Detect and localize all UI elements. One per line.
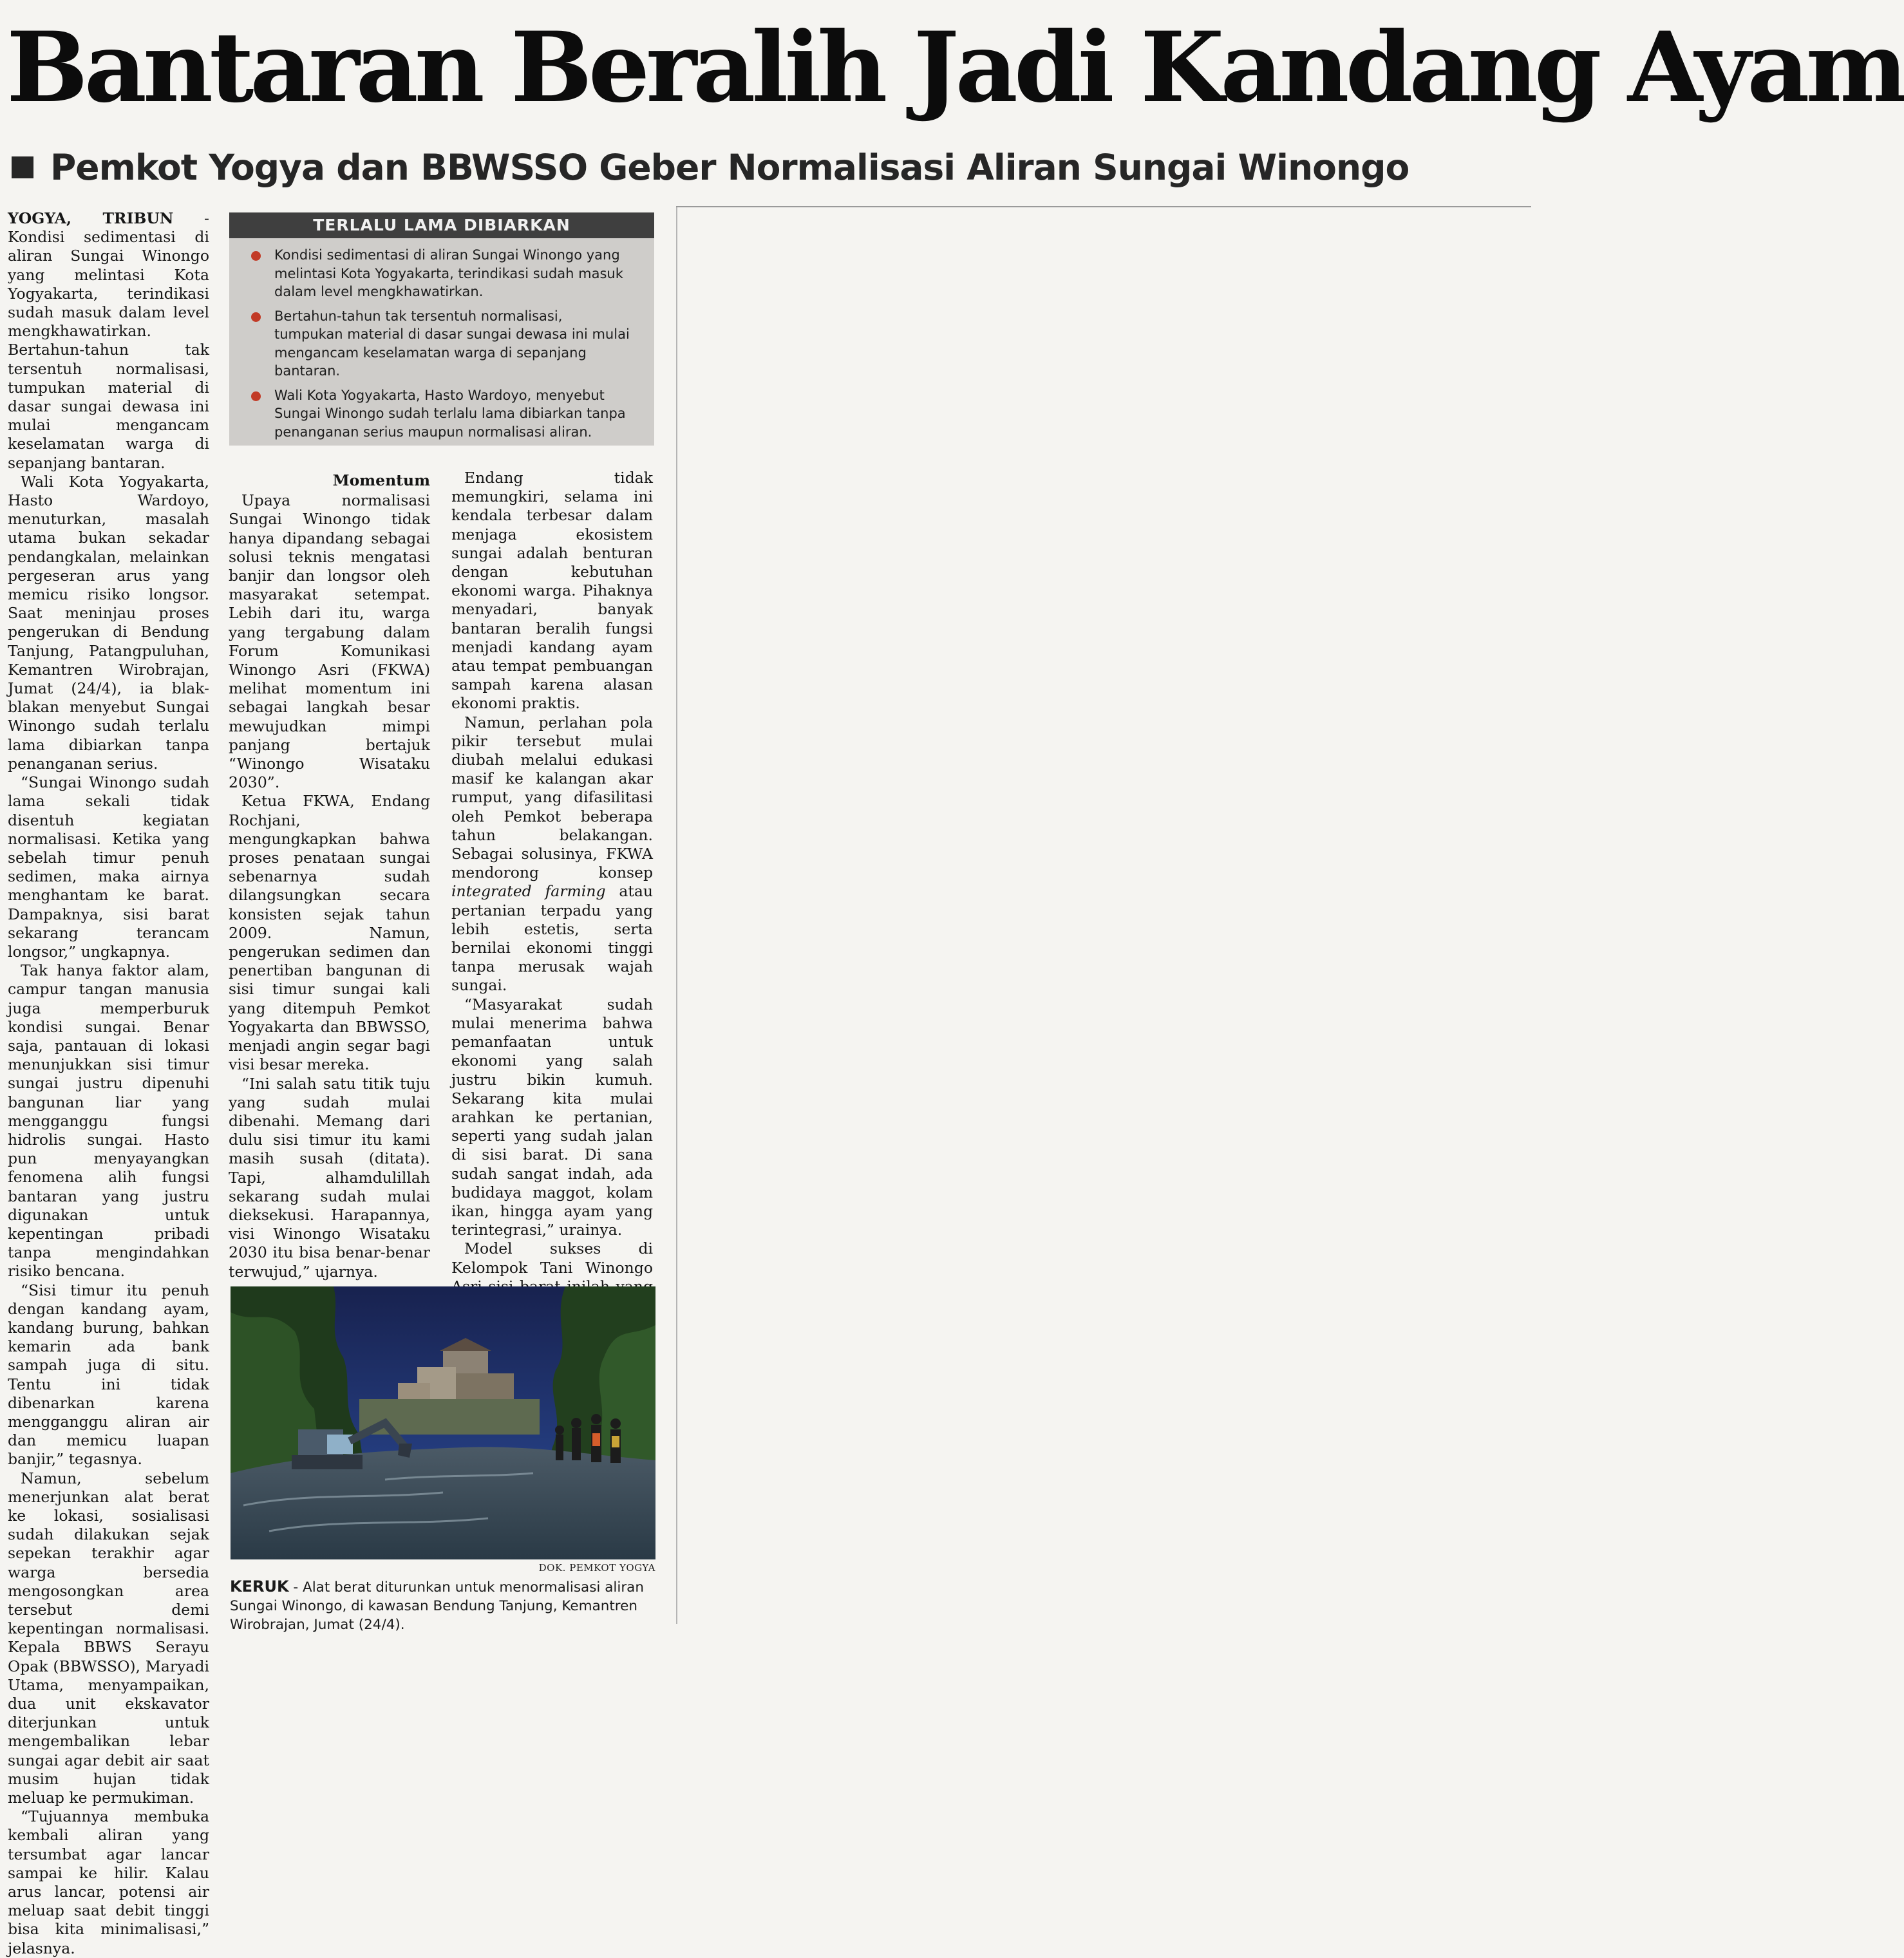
factbox-list	[229, 238, 654, 441]
article-paragraph: YOGYA, TRIBUN - Kondisi sedimentasi di aliran Sungai Winongo yang melintasi Kota Yogyakarta, terindikasi sudah masuk dalam level mengkhawatirkan. Bertahun-tahun tak tersentuh normalisasi, tumpukan material di dasar sungai dewasa ini mulai mengancam keselamatan warga di sepanjang bantaran.	[8, 209, 209, 472]
headline: Bantaran Beralih Jadi Kandang Ayam	[6, 11, 1904, 124]
factbox-item: Bertahun-tahun tak tersentuh normalisasi, tumpukan material di dasar sungai dewasa ini mulai mengancam keselamatan warga di sepanjang bantaran.	[251, 307, 630, 381]
article-paragraph: Model sukses di Kelompok Tani Winongo	[451, 1239, 653, 1522]
article-paragraph: “Sungai Winongo sudah lama sekali tidak disentuh kegiatan normalisasi. Ketika yang sebelah timur penuh sedimen, maka airnya menghantam ke barat. Dampaknya, sisi barat sekarang terancam longsor,” ungkapnya.	[8, 773, 209, 961]
article-paragraph: “Tujuannya membuka kembali aliran yang tersumbat agar lancar sampai ke hilir. Kalau arus lancar, potensi air meluap saat debit tinggi bisa kita minimalisasi,” jelasnya.	[8, 1807, 209, 1957]
article-paragraph: Tak hanya faktor alam, campur tangan manusia juga memperburuk kondisi sungai. Benar saja, pantauan di lokasi menunjukkan sisi timur sungai justru dipenuhi bangunan liar yang mengganggu fungsi hidrolis sungai. Hasto pun menyayangkan fenomena alih fungsi bantaran yang justru digunakan untuk kepentingan pribadi tanpa mengindahkan risiko bencana.	[8, 961, 209, 1281]
italic-term: integrated farming	[451, 882, 606, 901]
vertical-rule-divider	[676, 207, 677, 1624]
river-dredging-photo	[231, 1286, 655, 1559]
factbox-item: Kondisi sedimentasi di aliran Sungai Winongo yang melintasi Kota Yogyakarta, terindikasi sudah masuk dalam level mengkhawatirkan.	[251, 246, 630, 301]
photo-caption	[230, 1577, 655, 1634]
red-bullet-icon	[251, 391, 261, 401]
factbox-item: Wali Kota Yogyakarta, Hasto Wardoyo, menyebut Sungai Winongo sudah terlalu lama dibiarkan tanpa penanganan serius maupun normalisasi aliran.	[251, 386, 630, 442]
subheadline	[12, 145, 1518, 190]
caption-text: - Alat berat diturunkan untuk menormalisasi aliran Sungai Winongo, di kawasan Bendung Tanjung, Kemantren Wirobrajan, Jumat (24/4).	[230, 1579, 644, 1633]
article-paragraph: Ketua FKWA, Endang Rochjani, mengungkapkan bahwa proses penataan sungai sebenarnya sudah dilangsungkan secara konsisten sejak tahun 2009. Namun, pengerukan sedimen dan penertiban bangunan di sisi timur sungai kali yang ditempuh Pemkot Yogyakarta dan BBWSSO, menjadi angin segar bagi visi besar mereka.	[229, 792, 430, 1074]
article-paragraph: Endang tidak memungkiri, selama ini kendala terbesar dalam menjaga ekosistem sungai adalah benturan dengan kebutuhan ekonomi warga. Pihaknya menyadari, banyak bantaran beralih fungsi menjadi kandang ayam atau tempat pembuangan sampah karena alasan ekonomi praktis.	[451, 469, 653, 713]
red-bullet-icon	[251, 312, 261, 322]
river-dredging-photo-illustration	[231, 1286, 655, 1559]
article-paragraph: “Sisi timur itu penuh dengan kandang ayam, kandang burung, bahkan kemarin ada bank sampah juga di situ. Tentu ini tidak dibenarkan karena mengganggu aliran air dan memicu luapan banjir,” tegasnya.	[8, 1281, 209, 1469]
article-paragraph: Upaya normalisasi Sungai Winongo tidak hanya dipandang sebagai solusi teknis mengatasi banjir dan longsor oleh masyarakat setempat. Lebih dari itu, warga yang tergabung dalam Forum Komunikasi Winongo Asri (FKWA) melihat momentum ini sebagai langkah besar mewujudkan mimpi panjang bertajuk “Winongo Wisataku 2030”.	[229, 491, 430, 792]
photo-credit: DOK. PEMKOT YOGYA	[538, 1562, 655, 1574]
dateline: YOGYA, TRIBUN	[8, 209, 174, 227]
article-column-1	[8, 209, 209, 1958]
top-rule-divider	[676, 206, 1531, 207]
article-paragraph: “Ini salah satu titik tuju yang sudah mulai dibenahi. Memang dari dulu sisi timur itu kami masih susah (ditata). Tapi, alhamdulillah sekarang sudah mulai dieksekusi. Harapannya, visi Winongo Wisataku 2030 itu bisa benar-benar terwujud,” ujarnya.	[229, 1074, 430, 1281]
factbox	[229, 212, 654, 446]
article-paragraph: Namun, perlahan pola pikir tersebut mulai diubah melalui edukasi masif ke kalangan akar rumput, yang difasilitasi oleh Pemkot beberapa tahun belakangan. Sebagai solusinya, FKWA mendorong konsep integrated farming atau pertanian terpadu yang lebih estetis, serta bernilai ekonomi tinggi tanpa merusak wajah sungai.	[451, 713, 653, 995]
square-bullet-icon	[12, 156, 33, 178]
factbox-title: TERLALU LAMA DIBIARKAN	[229, 212, 654, 238]
article-paragraph: “Masyarakat sudah mulai menerima bahwa pemanfaatan untuk ekonomi yang salah justru bikin kumuh. Sekarang kita mulai arahkan ke pertanian, seperti yang sudah jalan di sisi barat. Di sana sudah sangat indah, ada budidaya maggot, kolam ikan, hingga ayam yang terintegrasi,” urainya.	[451, 995, 653, 1239]
red-bullet-icon	[251, 251, 261, 261]
subheadline-text: Pemkot Yogya dan BBWSSO Geber Normalisasi Aliran Sungai Winongo	[50, 147, 1409, 188]
article-paragraph: Namun, sebelum menerjunkan alat berat ke lokasi, sosialisasi sudah dilakukan sejak sepekan terakhir agar warga bersedia mengosongkan area tersebut demi kepentingan normalisasi. Kepala BBWS Serayu Opak (BBWSSO), Maryadi Utama, menyampaikan, dua unit ekskavator diterjunkan untuk mengembalikan lebar sungai agar debit air saat musim hujan tidak meluap ke permukiman.	[8, 1469, 209, 1807]
article-paragraph: Wali Kota Yogyakarta, Hasto Wardoyo, menuturkan, masalah utama bukan sekadar pendangkalan, melainkan pergeseran arus yang memicu risiko longsor. Saat meninjau proses pengerukan di Bendung Tanjung, Patangpuluhan, Kemantren Wirobrajan, Jumat (24/4), ia blak-blakan menyebut Sungai Winongo sudah terlalu lama dibiarkan tanpa penanganan serius.	[8, 472, 209, 773]
caption-keyword: KERUK	[230, 1577, 289, 1596]
article-column-2	[229, 469, 430, 1281]
section-subtitle: Momentum	[332, 471, 430, 489]
